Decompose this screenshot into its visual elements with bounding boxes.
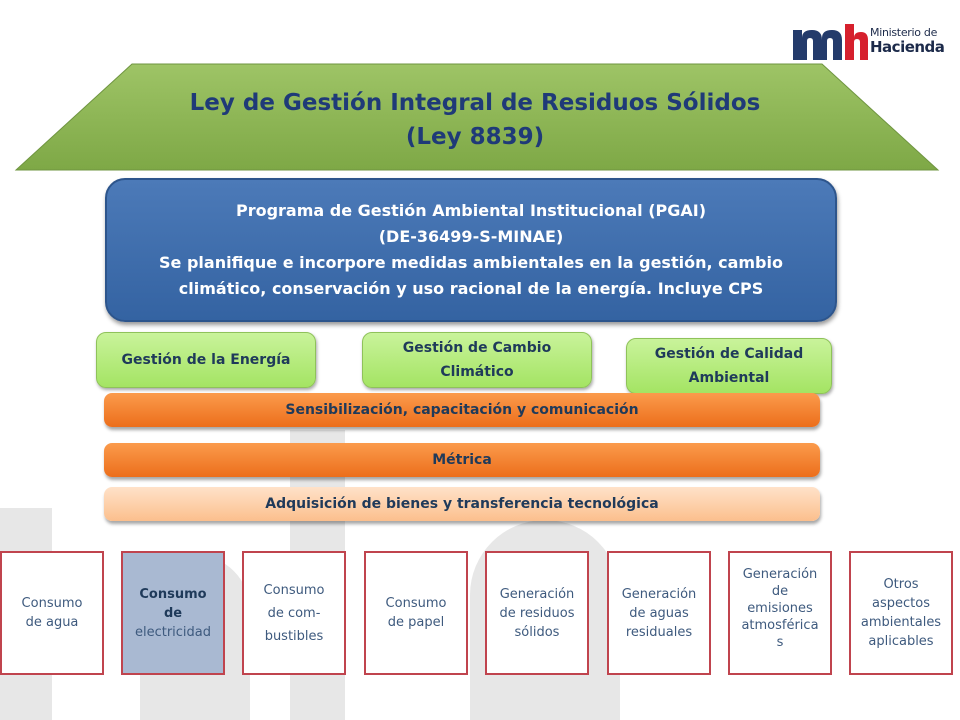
aspect-emissions-line1: Generación <box>742 567 818 582</box>
aspect-paper <box>364 551 468 675</box>
aspect-electricity <box>121 551 225 675</box>
aspect-emissions-line5: s <box>776 635 784 650</box>
aspect-other <box>849 551 953 675</box>
area-quality-line1: Gestión de Calidad <box>654 346 804 362</box>
aspect-emissions-line2: de <box>771 584 789 599</box>
aspect-paper-line1: Consumo <box>385 596 447 611</box>
aspect-fuel-line3: bustibles <box>264 628 324 644</box>
aspect-fuel-line1: Consumo <box>263 582 325 598</box>
aspect-water-line1: Consumo <box>21 596 83 611</box>
logo-text <box>870 26 944 54</box>
area-climate-line1: Gestión de Cambio <box>402 340 552 356</box>
bar-metrics-label: Métrica <box>432 452 492 468</box>
pgai-line1: Programa de Gestión Ambiental Institucional (PGAI) <box>235 201 707 220</box>
aspect-solid-waste-line1: Generación <box>499 586 575 602</box>
aspect-other-line1: Otros <box>883 577 919 592</box>
area-climate-change <box>362 332 592 388</box>
bar-sensitization-label: Sensibilización, capacitación y comunicación <box>285 402 639 418</box>
area-climate-line2: Climático <box>440 364 514 380</box>
pgai-line4: climático, conservación y uso racional de la energía. Incluye CPS <box>178 279 764 298</box>
aspect-electricity-line2: de <box>163 605 183 621</box>
aspect-wastewater-line3: residuales <box>625 624 693 640</box>
aspect-other-line4: aplicables <box>868 634 934 649</box>
law-title-line1: Ley de Gestión Integral de Residuos Sólidos <box>189 90 761 116</box>
bar-procurement-label: Adquisición de bienes y transferencia tecnológica <box>265 496 659 512</box>
pgai-program-box <box>105 178 837 322</box>
area-environmental-quality <box>626 338 832 394</box>
area-quality-line2: Ambiental <box>688 370 770 386</box>
law-title-line2: (Ley 8839) <box>405 124 545 150</box>
law-title <box>130 80 820 160</box>
bar-sensitization <box>104 393 820 427</box>
aspect-water <box>0 551 104 675</box>
aspect-solid-waste-line3: sólidos <box>514 624 560 640</box>
bar-metrics <box>104 443 820 477</box>
aspect-electricity-line1: Consumo <box>139 586 207 602</box>
area-energy-label: Gestión de la Energía <box>121 352 291 368</box>
aspect-other-line3: ambientales <box>860 615 942 630</box>
logo-line2: Hacienda <box>870 38 945 56</box>
bar-procurement <box>104 487 820 521</box>
aspect-electricity-line3: electricidad <box>134 624 212 640</box>
aspect-water-line2: de agua <box>25 615 79 630</box>
aspect-fuel <box>242 551 346 675</box>
area-energy <box>96 332 316 388</box>
aspect-fuel-line2: de com- <box>267 605 321 621</box>
aspect-emissions-line4: atmosférica <box>741 618 819 633</box>
logo-line1: Ministerio de <box>870 26 938 39</box>
aspect-other-line2: aspectos <box>872 596 930 611</box>
ministerio-hacienda-logo <box>790 22 870 64</box>
aspect-paper-line2: de papel <box>387 615 445 630</box>
aspect-solid-waste-line2: de residuos <box>499 605 575 621</box>
aspect-emissions <box>728 551 832 675</box>
aspect-wastewater-line2: de aguas <box>629 605 689 621</box>
pgai-line3: Se planifique e incorpore medidas ambientales en la gestión, cambio <box>159 253 783 272</box>
aspect-solid-waste <box>485 551 589 675</box>
aspect-wastewater-line1: Generación <box>621 586 697 602</box>
aspect-wastewater <box>607 551 711 675</box>
aspect-emissions-line3: emisiones <box>747 601 813 616</box>
pgai-line2: (DE-36499-S-MINAE) <box>378 227 564 246</box>
